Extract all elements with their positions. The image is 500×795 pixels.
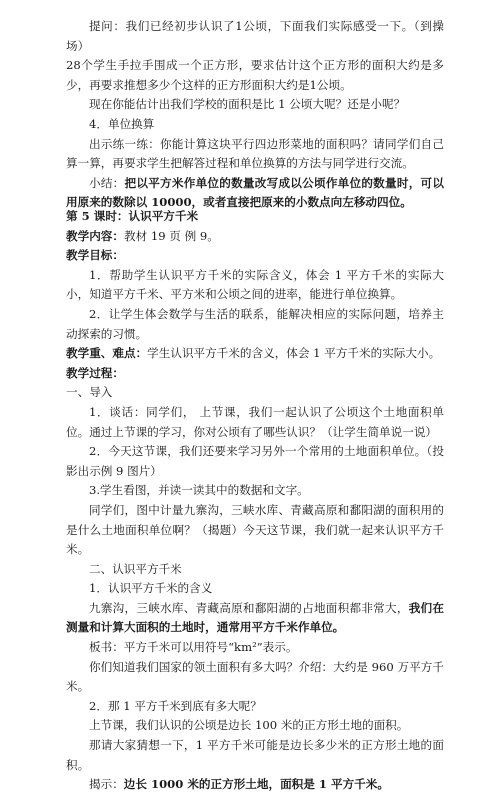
paragraph-estimate-school: 现在你能估计出我们学校的面积是比 1 公顷大呢？还是小呢？ <box>89 97 406 112</box>
hectare-review: 上节课，我们认识的公顷是边长 100 米的正方形土地的面积。 <box>89 718 409 733</box>
step-4: 同学们，图中计量九寨沟，三峡水库、青藏高原和鄱阳湖的面积用的是什么土地面积单位啊？（揭题）今天这节课，我们就一起来认识平方千米。 <box>66 502 444 557</box>
goals-label: 教学目标： <box>66 248 124 263</box>
paragraph-summary: 小结：把以平方米作单位的数量改写成以公顷作单位的数量时，可以用原来的数除以 10000，或者直接把原来的小数点向左移动四位。 <box>66 175 444 210</box>
step-1: 1．谈话：同学们， 上节课，我们一起认识了公顷这个土地面积单位。通过上节课的学习，你对公顷有了哪些认识？（让学生简单说一说） <box>66 404 444 439</box>
paragraph-field-practice: 提问：我们已经初步认识了1公顷，下面我们实际感受一下。（到操场） 28个学生手拉手围成一个正方形，要求估计这个正方形的面积大约是多少，再要求推想多少个这样的正方形面积大约是1公顷。 <box>66 19 444 92</box>
process-label: 教学过程： <box>66 365 124 380</box>
part-1-heading: 一、导入 <box>66 385 113 400</box>
topic-2: 2．那 1 平方千米到底有多大呢？ <box>89 698 262 713</box>
territory-area: 你们知道我们国家的领土面积有多大吗？介绍：大约是 960 万平方千米。 <box>66 659 444 694</box>
guess-prompt: 那请大家猜想一下，1 平方千米可能是边长多少米的正方形土地的面积。 <box>66 738 444 772</box>
topic-meaning: 九寨沟，三峡水库、青藏高原和鄱阳湖的占地面积都非常大，我们在测量和计算大面积的土地时，通常用平方千米作单位。 <box>66 600 444 635</box>
part-2-heading: 二、认识平方千米 <box>89 561 182 576</box>
step-3: 3.学生看图，并读一读其中的数据和文字。 <box>89 483 309 498</box>
goal-2: 2．让学生体会数学与生活的联系，能解决相应的实际问题，培养主动探索的习惯。 <box>66 306 444 341</box>
paragraph-exercise: 出示练一练：你能计算这块平行四边形菜地的面积吗？请同学们自己算一算，再要求学生把解答过程和单位换算的方法与同学进行交流。 <box>66 136 444 171</box>
reveal: 揭示：边长 1000 米的正方形土地，面积是 1 平方千米。 <box>89 777 389 792</box>
section-a <box>66 17 444 213</box>
lesson-title: 第 5 课时：认识平方千米 <box>66 209 199 223</box>
board-notation: 板书：平方千米可以用符号“km²”表示。 <box>89 640 298 655</box>
key-points: 教学重、难点：学生认识平方千米的含义，体会 1 平方千米的实际大小。 <box>66 346 441 361</box>
teaching-content: 教学内容：教材 19 页 例 9。 <box>66 228 219 243</box>
topic-1: 1．认识平方千米的含义 <box>89 581 213 596</box>
heading-unit-conversion: 4．单位换算 <box>89 116 155 131</box>
step-2: 2．今天这节课，我们还要来学习另外一个常用的土地面积单位。（投影出示例 9 图片） <box>66 444 444 478</box>
goal-1: 1．帮助学生认识平方千米的实际含义，体会 1 平方千米的实际大小，知道平方千米、平方米和公顷之间的进率，能进行单位换算。 <box>66 267 444 302</box>
